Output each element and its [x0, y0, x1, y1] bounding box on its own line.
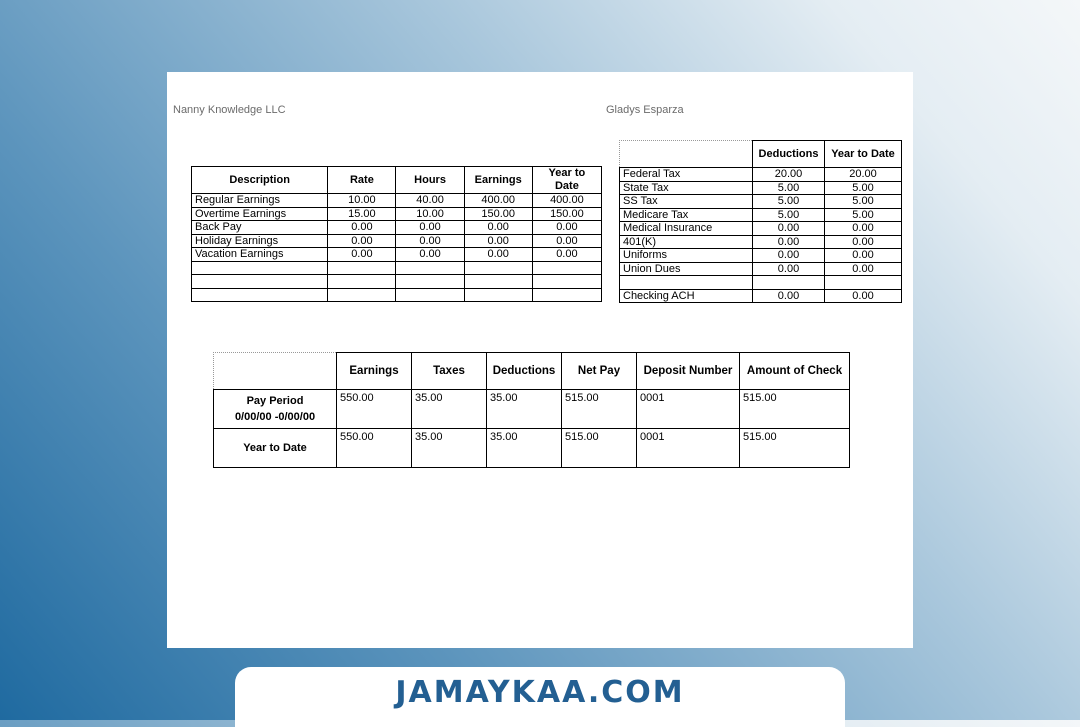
earnings-row [192, 261, 602, 275]
earnings-header-row [192, 167, 602, 194]
deduction-label-cell: Medicare Tax [620, 208, 753, 222]
earnings-header-cell: Hours [396, 167, 464, 194]
summary-header-cell: Earnings [337, 353, 412, 390]
summary-value-cell: 515.00 [740, 429, 850, 468]
summary-row-label [214, 390, 337, 429]
deductions-row [620, 289, 902, 303]
summary-value-cell: 35.00 [487, 429, 562, 468]
deductions-row [620, 276, 902, 290]
deduction-value-cell: 0.00 [753, 235, 825, 249]
deductions-row [620, 168, 902, 182]
earnings-value-cell: 0.00 [464, 221, 532, 235]
earnings-value-cell: 0.00 [464, 248, 532, 262]
deductions-table [619, 140, 902, 303]
deduction-value-cell: 0.00 [753, 222, 825, 236]
earnings-value-cell: 0.00 [532, 234, 601, 248]
earnings-value-cell: 150.00 [532, 207, 601, 221]
earnings-value-cell: 0.00 [396, 221, 464, 235]
summary-header-cell: Deductions [487, 353, 562, 390]
earnings-value-cell: 0.00 [464, 234, 532, 248]
summary-value-cell: 515.00 [562, 429, 637, 468]
deduction-value-cell [825, 276, 902, 290]
deduction-label-cell: 401(K) [620, 235, 753, 249]
earnings-value-cell [396, 261, 464, 275]
earnings-row [192, 221, 602, 235]
earnings-value-cell: 0.00 [328, 221, 396, 235]
earnings-value-cell: 0.00 [532, 221, 601, 235]
deductions-header-row [620, 141, 902, 168]
earnings-value-cell: 10.00 [396, 207, 464, 221]
earnings-row [192, 248, 602, 262]
earnings-row [192, 275, 602, 289]
deduction-value-cell: 0.00 [825, 222, 902, 236]
deduction-label-cell [620, 276, 753, 290]
deductions-row [620, 222, 902, 236]
earnings-value-cell [328, 275, 396, 289]
deduction-label-cell: Checking ACH [620, 289, 753, 303]
summary-row [214, 390, 850, 429]
deduction-label-cell: Union Dues [620, 262, 753, 276]
summary-value-cell: 550.00 [337, 429, 412, 468]
deductions-header-cell: Year to Date [825, 141, 902, 168]
pay-summary-table [213, 352, 850, 468]
deduction-value-cell: 5.00 [753, 195, 825, 209]
earnings-value-cell [532, 275, 601, 289]
summary-row-period: 0/00/00 -0/00/00 [234, 411, 316, 423]
deductions-row [620, 262, 902, 276]
deduction-value-cell: 0.00 [825, 235, 902, 249]
deduction-value-cell: 0.00 [753, 289, 825, 303]
earnings-value-cell [464, 275, 532, 289]
deduction-value-cell: 5.00 [825, 208, 902, 222]
deduction-label-cell: Medical Insurance [620, 222, 753, 236]
deductions-row [620, 235, 902, 249]
earnings-value-cell [328, 261, 396, 275]
earnings-value-cell [396, 288, 464, 302]
summary-row-label [214, 429, 337, 468]
deduction-value-cell: 0.00 [753, 262, 825, 276]
earnings-header-cell: Earnings [464, 167, 532, 194]
earnings-value-cell: 0.00 [328, 234, 396, 248]
deduction-value-cell: 20.00 [825, 168, 902, 182]
summary-header-cell: Deposit Number [637, 353, 740, 390]
summary-header-blank [214, 353, 337, 390]
deductions-header-blank [620, 141, 753, 168]
deduction-label-cell: Uniforms [620, 249, 753, 263]
deduction-value-cell: 0.00 [753, 249, 825, 263]
summary-value-cell: 35.00 [487, 390, 562, 429]
earnings-description-cell [192, 288, 328, 302]
paystub-document [167, 72, 913, 648]
earnings-row [192, 194, 602, 208]
summary-header-cell: Net Pay [562, 353, 637, 390]
earnings-value-cell: 40.00 [396, 194, 464, 208]
earnings-value-cell [532, 261, 601, 275]
earnings-row [192, 207, 602, 221]
earnings-value-cell: 400.00 [464, 194, 532, 208]
earnings-value-cell [464, 288, 532, 302]
summary-header-cell: Amount of Check [740, 353, 850, 390]
deduction-value-cell: 5.00 [753, 208, 825, 222]
earnings-value-cell: 10.00 [328, 194, 396, 208]
summary-row-title: Year to Date [243, 442, 307, 454]
summary-value-cell: 0001 [637, 429, 740, 468]
deduction-label-cell: SS Tax [620, 195, 753, 209]
earnings-header-cell: Description [192, 167, 328, 194]
deduction-value-cell: 0.00 [825, 289, 902, 303]
summary-header-row [214, 353, 850, 390]
earnings-description-cell: Overtime Earnings [192, 207, 328, 221]
earnings-description-cell: Vacation Earnings [192, 248, 328, 262]
earnings-value-cell [532, 288, 601, 302]
summary-value-cell: 515.00 [562, 390, 637, 429]
earnings-description-cell [192, 261, 328, 275]
summary-row-title: Pay Period [246, 395, 304, 407]
earnings-value-cell: 0.00 [396, 248, 464, 262]
earnings-row [192, 234, 602, 248]
deductions-row [620, 195, 902, 209]
deduction-value-cell: 5.00 [753, 181, 825, 195]
earnings-value-cell: 0.00 [396, 234, 464, 248]
company-name: Nanny Knowledge LLC [173, 104, 286, 116]
deductions-row [620, 208, 902, 222]
deductions-header-cell: Deductions [753, 141, 825, 168]
summary-value-cell: 35.00 [412, 390, 487, 429]
deduction-value-cell: 5.00 [825, 195, 902, 209]
earnings-value-cell [396, 275, 464, 289]
summary-value-cell: 35.00 [412, 429, 487, 468]
earnings-description-cell: Holiday Earnings [192, 234, 328, 248]
deduction-label-cell: Federal Tax [620, 168, 753, 182]
deductions-row [620, 249, 902, 263]
earnings-value-cell [328, 288, 396, 302]
deduction-label-cell: State Tax [620, 181, 753, 195]
earnings-header-cell: Rate [328, 167, 396, 194]
summary-value-cell: 515.00 [740, 390, 850, 429]
earnings-description-cell [192, 275, 328, 289]
summary-value-cell: 550.00 [337, 390, 412, 429]
earnings-description-cell: Back Pay [192, 221, 328, 235]
deductions-row [620, 181, 902, 195]
earnings-value-cell [464, 261, 532, 275]
earnings-value-cell: 15.00 [328, 207, 396, 221]
summary-header-cell: Taxes [412, 353, 487, 390]
site-banner [235, 667, 845, 727]
earnings-value-cell: 400.00 [532, 194, 601, 208]
employee-name: Gladys Esparza [606, 104, 684, 116]
earnings-header-cell: Year to Date [532, 167, 601, 194]
deduction-value-cell: 20.00 [753, 168, 825, 182]
earnings-description-cell: Regular Earnings [192, 194, 328, 208]
earnings-value-cell: 0.00 [328, 248, 396, 262]
deduction-value-cell: 0.00 [825, 262, 902, 276]
deduction-value-cell: 5.00 [825, 181, 902, 195]
deduction-value-cell: 0.00 [825, 249, 902, 263]
earnings-value-cell: 0.00 [532, 248, 601, 262]
deduction-value-cell [753, 276, 825, 290]
earnings-value-cell: 150.00 [464, 207, 532, 221]
site-banner-text: JAMAYKAA.COM [395, 675, 685, 710]
summary-row [214, 429, 850, 468]
earnings-row [192, 288, 602, 302]
summary-value-cell: 0001 [637, 390, 740, 429]
earnings-table [191, 166, 602, 302]
